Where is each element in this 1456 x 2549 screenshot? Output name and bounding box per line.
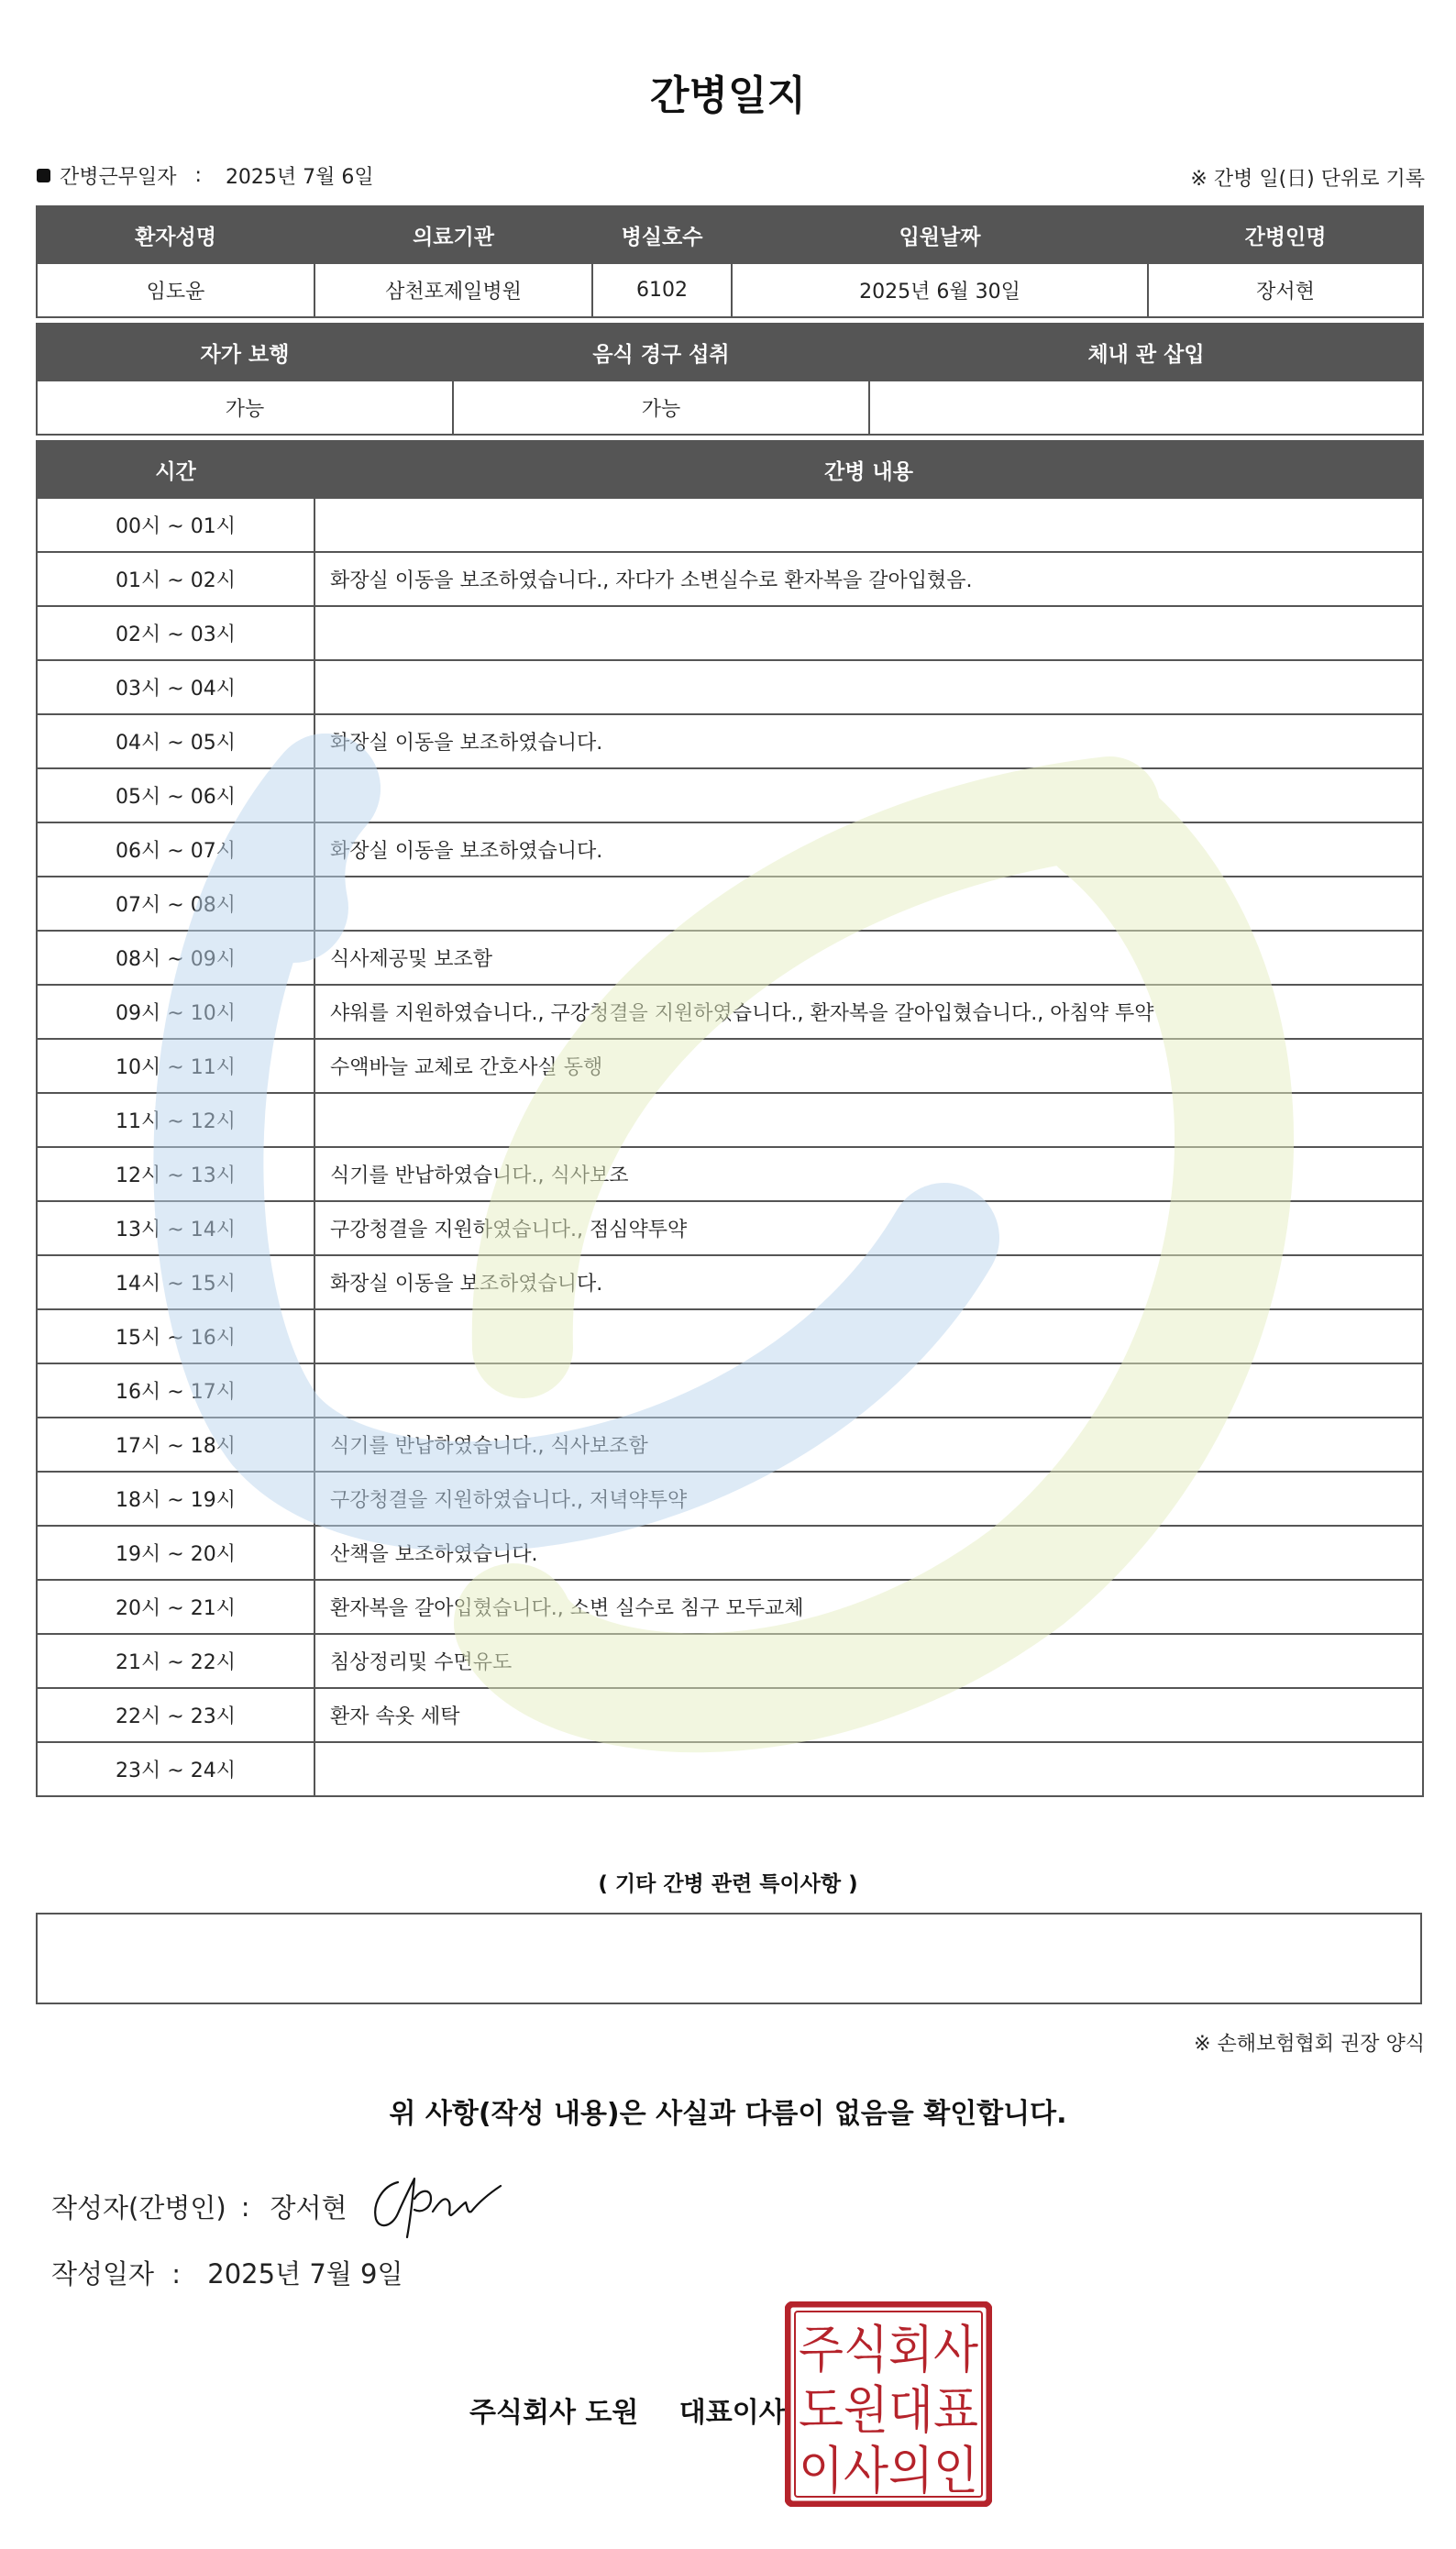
representative-title: 대표이사 xyxy=(678,2397,786,2429)
company-name: 주식회사 도원 xyxy=(469,2397,639,2429)
log-content-cell: 구강청결을 지원하였습니다., 저녁약투약 xyxy=(314,1472,1423,1526)
log-row xyxy=(37,985,1423,1039)
log-content-cell: 화장실 이동을 보조하였습니다. xyxy=(314,822,1423,877)
writer-name: 장서현 xyxy=(270,2192,347,2223)
log-time-cell: 23시 ~ 24시 xyxy=(37,1742,314,1796)
log-time-cell: 19시 ~ 20시 xyxy=(37,1526,314,1580)
writer-label: 작성자(간병인) xyxy=(51,2192,226,2223)
header-self-walking: 자가 보행 xyxy=(37,324,453,381)
log-row xyxy=(37,877,1423,931)
written-date-colon: : xyxy=(171,2258,182,2290)
company-line xyxy=(469,2389,786,2430)
log-content-cell: 산책을 보조하였습니다. xyxy=(314,1526,1423,1580)
document-title: 간병일지 xyxy=(649,72,806,119)
log-row xyxy=(37,1580,1423,1634)
log-time-cell: 10시 ~ 11시 xyxy=(37,1039,314,1093)
log-content-cell xyxy=(314,1093,1423,1147)
log-time-cell: 11시 ~ 12시 xyxy=(37,1093,314,1147)
log-content-cell xyxy=(314,1363,1423,1418)
log-header-row xyxy=(37,441,1423,498)
hospital-value: 삼천포제일병원 xyxy=(314,263,592,317)
log-time-cell: 00시 ~ 01시 xyxy=(37,498,314,552)
special-notes-title: ( 기타 간병 관련 특이사항 ) xyxy=(598,1872,858,1896)
log-row xyxy=(37,1742,1423,1796)
work-date-line xyxy=(37,161,374,190)
tube-insertion-value xyxy=(869,381,1423,435)
log-row xyxy=(37,606,1423,660)
log-time-cell: 08시 ~ 09시 xyxy=(37,931,314,985)
log-time-cell: 09시 ~ 10시 xyxy=(37,985,314,1039)
log-row xyxy=(37,1526,1423,1580)
hourly-care-log-table xyxy=(36,440,1424,1797)
header-tube-insertion: 체내 관 삽입 xyxy=(869,324,1423,381)
seal-text-line: 주식회사 xyxy=(799,2321,978,2380)
log-time-cell: 20시 ~ 21시 xyxy=(37,1580,314,1634)
header-admission-date: 입원날짜 xyxy=(732,206,1148,263)
log-row xyxy=(37,1363,1423,1418)
confirmation-statement: 위 사항(작성 내용)은 사실과 다름이 없음을 확인합니다. xyxy=(389,2098,1067,2130)
log-time-cell: 12시 ~ 13시 xyxy=(37,1147,314,1201)
log-time-cell: 05시 ~ 06시 xyxy=(37,768,314,822)
log-content-cell: 구강청결을 지원하였습니다., 점심약투약 xyxy=(314,1201,1423,1255)
log-row xyxy=(37,1255,1423,1309)
written-date-line xyxy=(51,2254,403,2291)
log-content-cell xyxy=(314,660,1423,714)
log-content-cell xyxy=(314,606,1423,660)
patient-name-value: 임도윤 xyxy=(37,263,314,317)
log-content-cell: 침상정리및 수면유도 xyxy=(314,1634,1423,1688)
log-content-cell: 수액바늘 교체로 간호사실 동행 xyxy=(314,1039,1423,1093)
log-row xyxy=(37,1093,1423,1147)
company-seal-stamp xyxy=(785,2301,992,2507)
seal-text-line: 도원대표 xyxy=(799,2381,978,2441)
writer-line xyxy=(51,2188,347,2225)
log-row xyxy=(37,1472,1423,1526)
header-caregiver-name: 간병인명 xyxy=(1148,206,1423,263)
log-content-cell: 식기를 반납하였습니다., 식사보조 xyxy=(314,1147,1423,1201)
log-content-cell: 샤워를 지원하였습니다., 구강청결을 지원하였습니다., 환자복을 갈아입혔습니다., 아침약 투약 xyxy=(314,985,1423,1039)
header-room-number: 병실호수 xyxy=(592,206,732,263)
log-content-cell: 화장실 이동을 보조하였습니다. xyxy=(314,1255,1423,1309)
work-date-colon: : xyxy=(194,164,202,187)
patient-status-header-row xyxy=(37,324,1423,381)
handwritten-signature xyxy=(367,2166,504,2239)
log-time-cell: 06시 ~ 07시 xyxy=(37,822,314,877)
log-row xyxy=(37,552,1423,606)
log-row xyxy=(37,1309,1423,1363)
seal-text-line: 이사의인 xyxy=(799,2442,978,2501)
patient-info-header-row xyxy=(37,206,1423,263)
log-row xyxy=(37,931,1423,985)
log-row xyxy=(37,498,1423,552)
written-date-label: 작성일자 xyxy=(51,2258,155,2290)
header-oral-intake: 음식 경구 섭취 xyxy=(453,324,869,381)
patient-status-value-row xyxy=(37,381,1423,435)
log-row xyxy=(37,1039,1423,1093)
oral-intake-value: 가능 xyxy=(453,381,869,435)
header-hospital: 의료기관 xyxy=(314,206,592,263)
patient-status-table xyxy=(36,323,1424,436)
log-row xyxy=(37,768,1423,822)
log-row xyxy=(37,1418,1423,1472)
log-content-cell xyxy=(314,1309,1423,1363)
log-time-cell: 16시 ~ 17시 xyxy=(37,1363,314,1418)
log-time-cell: 22시 ~ 23시 xyxy=(37,1688,314,1742)
log-row xyxy=(37,1201,1423,1255)
header-time: 시간 xyxy=(37,441,314,498)
header-patient-name: 환자성명 xyxy=(37,206,314,263)
unit-note: ※ 간병 일(日) 단위로 기록 xyxy=(1190,168,1425,191)
work-date-value: 2025년 7월 6일 xyxy=(225,166,374,189)
log-row xyxy=(37,1688,1423,1742)
log-time-cell: 17시 ~ 18시 xyxy=(37,1418,314,1472)
log-time-cell: 04시 ~ 05시 xyxy=(37,714,314,768)
log-row xyxy=(37,660,1423,714)
log-content-cell xyxy=(314,768,1423,822)
square-bullet-icon xyxy=(37,169,50,182)
log-content-cell: 식기를 반납하였습니다., 식사보조함 xyxy=(314,1418,1423,1472)
written-date-value: 2025년 7월 9일 xyxy=(207,2258,403,2290)
patient-info-table xyxy=(36,205,1424,318)
log-content-cell xyxy=(314,1742,1423,1796)
log-content-cell: 환자 속옷 세탁 xyxy=(314,1688,1423,1742)
log-content-cell: 식사제공및 보조함 xyxy=(314,931,1423,985)
room-number-value: 6102 xyxy=(592,263,732,317)
log-row xyxy=(37,1147,1423,1201)
log-content-cell: 화장실 이동을 보조하였습니다., 자다가 소변실수로 환자복을 갈아입혔음. xyxy=(314,552,1423,606)
writer-colon: : xyxy=(240,2190,250,2223)
log-time-cell: 14시 ~ 15시 xyxy=(37,1255,314,1309)
log-time-cell: 01시 ~ 02시 xyxy=(37,552,314,606)
log-content-cell xyxy=(314,498,1423,552)
admission-date-value: 2025년 6월 30일 xyxy=(732,263,1148,317)
log-row xyxy=(37,822,1423,877)
log-time-cell: 07시 ~ 08시 xyxy=(37,877,314,931)
log-time-cell: 13시 ~ 14시 xyxy=(37,1201,314,1255)
log-time-cell: 21시 ~ 22시 xyxy=(37,1634,314,1688)
log-content-cell: 환자복을 갈아입혔습니다., 소변 실수로 침구 모두교체 xyxy=(314,1580,1423,1634)
header-care-content: 간병 내용 xyxy=(314,441,1423,498)
log-time-cell: 02시 ~ 03시 xyxy=(37,606,314,660)
log-time-cell: 15시 ~ 16시 xyxy=(37,1309,314,1363)
log-time-cell: 03시 ~ 04시 xyxy=(37,660,314,714)
patient-info-value-row xyxy=(37,263,1423,317)
work-date-label: 간병근무일자 xyxy=(60,166,177,189)
form-note: ※ 손해보험협회 권장 양식 xyxy=(1194,2033,1425,2056)
log-content-cell xyxy=(314,877,1423,931)
log-content-cell: 화장실 이동을 보조하였습니다. xyxy=(314,714,1423,768)
log-time-cell: 18시 ~ 19시 xyxy=(37,1472,314,1526)
self-walking-value: 가능 xyxy=(37,381,453,435)
special-notes-box xyxy=(36,1913,1422,2004)
log-row xyxy=(37,714,1423,768)
caregiver-name-value: 장서현 xyxy=(1148,263,1423,317)
log-row xyxy=(37,1634,1423,1688)
